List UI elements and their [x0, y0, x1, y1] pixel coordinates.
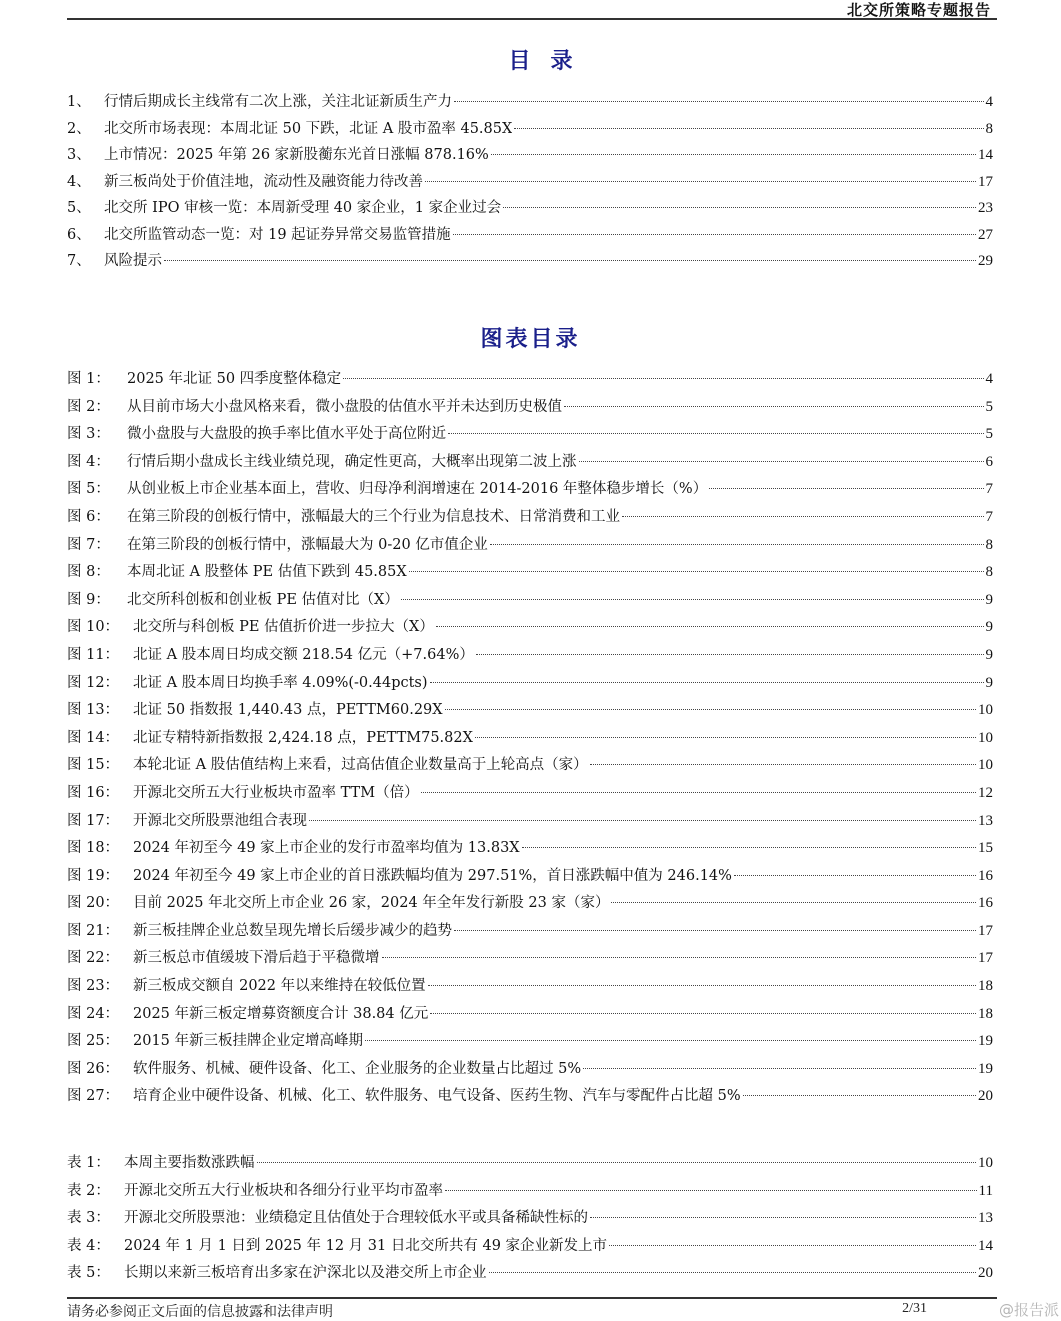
entry-number: 图 23： — [67, 978, 120, 995]
page-number-link[interactable]: 9 — [985, 619, 993, 636]
entry-title-link[interactable]: 北证专精特新指数报 2,424.18 点，PETTM75.82X — [133, 729, 473, 746]
page-number-link[interactable]: 18 — [978, 978, 993, 995]
entry-number: 图 5： — [67, 481, 110, 498]
dot-leader — [428, 985, 976, 986]
figure-entry[interactable] — [67, 504, 993, 532]
page-number-link[interactable]: 14 — [978, 1237, 993, 1254]
entry-title-link[interactable]: 培育企业中硬件设备、机械、化工、软件服务、电气设备、医药生物、汽车与零配件占比超 5% — [133, 1088, 741, 1105]
dot-leader — [343, 378, 983, 379]
entry-title-link[interactable]: 新三板总市值缓坡下滑后趋于平稳微增 — [133, 950, 380, 967]
entry-title-link[interactable]: 上市情况：2025 年第 26 家新股蘅东光首日涨幅 878.16% — [104, 147, 489, 163]
entry-number: 6、 — [67, 226, 91, 243]
page-number-link[interactable]: 29 — [978, 253, 993, 269]
page-number-link[interactable]: 8 — [985, 120, 993, 137]
figure-entry[interactable] — [67, 863, 993, 891]
entry-title-link[interactable]: 在第三阶段的创板行情中，涨幅最大为 0-20 亿市值企业 — [127, 536, 488, 553]
dot-leader — [491, 154, 976, 155]
table-list — [67, 1150, 993, 1288]
entry-title-link[interactable]: 开源北交所股票池组合表现 — [133, 812, 307, 829]
figure-entry[interactable] — [67, 780, 993, 808]
page-number-link[interactable]: 7 — [985, 481, 993, 498]
page-number-link[interactable]: 10 — [978, 702, 993, 719]
dot-leader — [514, 128, 983, 129]
entry-title-link[interactable]: 长期以来新三板培育出多家在沪深北以及港交所上市企业 — [124, 1265, 487, 1282]
entry-number: 图 3： — [67, 426, 110, 443]
entry-title-link[interactable]: 开源北交所股票池：业绩稳定且估值处于合理较低水平或具备稀缺性标的 — [124, 1210, 588, 1227]
figure-entry[interactable] — [67, 1056, 993, 1084]
page-number-link[interactable]: 17 — [978, 173, 993, 190]
toc-heading: 目录 — [508, 48, 593, 74]
entry-title-link[interactable]: 开源北交所五大行业板块和各细分行业平均市盈率 — [124, 1182, 443, 1199]
entry-number: 表 4： — [67, 1237, 110, 1254]
entry-title-link[interactable]: 新三板成交额自 2022 年以来维持在较低位置 — [133, 978, 426, 995]
dot-leader — [257, 1162, 977, 1163]
entry-title-link[interactable]: 2025 年北证 50 四季度整体稳定 — [127, 371, 342, 387]
dot-leader — [590, 1217, 976, 1218]
entry-title-link[interactable]: 北证 A 股本周日均换手率 4.09%(-0.44pcts) — [133, 674, 428, 691]
entry-title-link[interactable]: 行情后期小盘成长主线业绩兑现，确定性更高，大概率出现第二波上涨 — [127, 453, 577, 470]
entry-number: 图 9： — [67, 591, 110, 608]
entry-title-link[interactable]: 本轮北证 A 股估值结构上来看，过高估值企业数量高于上轮高点（家） — [133, 757, 588, 774]
dot-leader — [579, 461, 984, 462]
entry-number: 图 14： — [67, 729, 120, 746]
dot-leader — [425, 181, 976, 182]
toc-entry[interactable] — [67, 195, 993, 222]
dot-leader — [164, 260, 976, 261]
dot-leader — [430, 682, 984, 683]
dot-leader — [445, 1190, 977, 1191]
watermark: @报告派 — [998, 1301, 1059, 1319]
figure-entry[interactable] — [67, 835, 993, 863]
page-number-link[interactable]: 10 — [978, 729, 993, 746]
figure-entry[interactable] — [67, 532, 993, 560]
toc-entry[interactable] — [67, 142, 993, 169]
dot-leader — [564, 406, 984, 407]
dot-leader — [436, 626, 984, 627]
figure-entry[interactable] — [67, 366, 993, 394]
figure-entry[interactable] — [67, 752, 993, 780]
entry-title-link[interactable]: 微小盘股与大盘股的换手率比值水平处于高位附近 — [127, 426, 446, 443]
entry-number: 图 4： — [67, 453, 110, 470]
page-number-link[interactable]: 15 — [978, 840, 993, 857]
entry-title-link[interactable]: 北交所监管动态一览：对 19 起证券异常交易监管措施 — [104, 226, 451, 243]
figure-entry[interactable] — [67, 421, 993, 449]
entry-title-link[interactable]: 北交所与科创板 PE 估值折价进一步拉大（X） — [133, 619, 434, 636]
entry-number: 图 16： — [67, 784, 120, 801]
page-footer — [67, 1297, 997, 1321]
page-number-link[interactable]: 6 — [985, 453, 993, 470]
dot-leader — [583, 1068, 976, 1069]
dot-leader — [709, 488, 983, 489]
entry-number: 图 15： — [67, 757, 120, 774]
entry-title-link[interactable]: 北交所 IPO 审核一览：本周新受理 40 家企业，1 家企业过会 — [104, 200, 502, 216]
page-number-link[interactable]: 12 — [978, 784, 993, 801]
dot-leader — [611, 902, 976, 903]
dot-leader — [445, 709, 976, 710]
entry-number: 图 2： — [67, 398, 110, 415]
entry-title-link[interactable]: 本周主要指数涨跌幅 — [124, 1155, 255, 1171]
table-entry[interactable] — [67, 1233, 993, 1261]
figure-entry[interactable] — [67, 1028, 993, 1056]
dot-leader — [453, 234, 976, 235]
entry-title-link[interactable]: 北交所市场表现：本周北证 50 下跌，北证 A 股市盈率 45.85X — [104, 120, 513, 137]
dot-leader — [490, 544, 984, 545]
page-number-link[interactable]: 5 — [985, 426, 993, 443]
dot-leader — [365, 1040, 976, 1041]
dot-leader — [522, 847, 976, 848]
entry-title-link[interactable]: 2015 年新三板挂牌企业定增高峰期 — [133, 1033, 364, 1050]
figure-entry[interactable] — [67, 670, 993, 698]
entry-number: 图 26： — [67, 1060, 120, 1077]
page-number-link[interactable]: 17 — [978, 950, 993, 967]
entry-number: 图 7： — [67, 536, 110, 553]
entry-title-link[interactable]: 本周北证 A 股整体 PE 估值下跌到 45.85X — [127, 564, 407, 581]
dot-leader — [622, 516, 984, 517]
entry-title-link[interactable]: 2024 年 1 月 1 日到 2025 年 12 月 31 日北交所共有 49 家企业新发上市 — [124, 1237, 608, 1254]
page-number-link[interactable]: 9 — [985, 591, 993, 608]
entry-title-link[interactable]: 2025 年新三板定增募资额度合计 38.84 亿元 — [133, 1005, 429, 1022]
entry-number: 1、 — [67, 94, 91, 110]
page-number-link[interactable]: 13 — [978, 1210, 993, 1227]
entry-title-link[interactable]: 从创业板上市企业基本面上，营收、归母净利润增速在 2014-2016 年整体稳步增长（%） — [127, 481, 708, 498]
dot-leader — [448, 433, 984, 434]
dot-leader — [430, 1013, 976, 1014]
dot-leader — [409, 571, 984, 572]
entry-number: 图 10： — [67, 619, 120, 636]
page-number-link[interactable]: 10 — [978, 1155, 993, 1171]
table-entry[interactable] — [67, 1178, 993, 1206]
entry-number: 图 11： — [67, 646, 120, 663]
page-number-link[interactable]: 9 — [985, 646, 993, 663]
entry-title-link[interactable]: 开源北交所五大行业板块市盈率 TTM（倍） — [133, 784, 419, 801]
page-number-link[interactable]: 8 — [985, 536, 993, 553]
dot-leader — [475, 737, 976, 738]
table-entry[interactable] — [67, 1260, 993, 1288]
entry-title-link[interactable]: 2024 年初至今 49 家上市企业的首日涨跌幅均值为 297.51%，首日涨跌幅中值为 246.14% — [133, 867, 732, 884]
entry-number: 图 13： — [67, 702, 120, 719]
page-number-link[interactable]: 14 — [978, 147, 993, 163]
dot-leader — [609, 1245, 976, 1246]
toc-list — [67, 89, 993, 275]
figure-entry[interactable] — [67, 697, 993, 725]
toc-entry[interactable] — [67, 89, 993, 116]
entry-title-link[interactable]: 2024 年初至今 49 家上市企业的发行市盈率均值为 13.83X — [133, 840, 520, 857]
entry-number: 表 5： — [67, 1265, 110, 1282]
page-number-link[interactable]: 23 — [978, 200, 993, 216]
entry-title-link[interactable]: 行情后期成长主线常有二次上涨，关注北证新质生产力 — [104, 94, 452, 110]
entry-number: 3、 — [67, 147, 91, 163]
entry-number: 图 24： — [67, 1005, 120, 1022]
page-number-link[interactable]: 10 — [978, 757, 993, 774]
entry-title-link[interactable]: 在第三阶段的创板行情中，涨幅最大的三个行业为信息技术、日常消费和工业 — [127, 508, 620, 525]
entry-number: 图 25： — [67, 1033, 120, 1050]
entry-title-link[interactable]: 软件服务、机械、硬件设备、化工、企业服务的企业数量占比超过 5% — [133, 1060, 582, 1077]
figure-entry[interactable] — [67, 1083, 993, 1111]
dot-leader — [382, 957, 977, 958]
entry-number: 表 3： — [67, 1210, 110, 1227]
figure-entry[interactable] — [67, 808, 993, 836]
dot-leader — [421, 792, 976, 793]
page-number-link[interactable]: 11 — [978, 1182, 993, 1199]
entry-number: 2、 — [67, 120, 91, 137]
page-number-link[interactable]: 17 — [978, 922, 993, 939]
entry-number: 表 2： — [67, 1182, 110, 1199]
entry-number: 图 21： — [67, 922, 120, 939]
figure-entry[interactable] — [67, 973, 993, 1001]
page-header — [67, 0, 997, 20]
dot-leader — [743, 1095, 976, 1096]
entry-number: 图 27： — [67, 1088, 120, 1105]
entry-title-link[interactable]: 风险提示 — [104, 253, 162, 269]
figure-entry[interactable] — [67, 476, 993, 504]
table-entry[interactable] — [67, 1150, 993, 1178]
entry-title-link[interactable]: 北证 50 指数报 1,440.43 点，PETTM60.29X — [133, 702, 443, 719]
dot-leader — [590, 764, 976, 765]
toc-entry[interactable] — [67, 116, 993, 143]
page-number-link[interactable]: 8 — [985, 564, 993, 581]
page-number-link[interactable]: 20 — [978, 1265, 993, 1282]
figure-entry[interactable] — [67, 890, 993, 918]
figure-entry[interactable] — [67, 918, 993, 946]
entry-number: 图 20： — [67, 895, 120, 912]
entry-title-link[interactable]: 北交所科创板和创业板 PE 估值对比（X） — [127, 591, 399, 608]
dot-leader — [503, 207, 976, 208]
figure-entry[interactable] — [67, 449, 993, 477]
table-entry[interactable] — [67, 1205, 993, 1233]
toc-entry[interactable] — [67, 248, 993, 275]
toc-entry[interactable] — [67, 169, 993, 196]
page-number-link[interactable]: 4 — [985, 371, 993, 387]
dot-leader — [734, 875, 976, 876]
page-number-link[interactable]: 5 — [985, 398, 993, 415]
page-number-link[interactable]: 7 — [985, 508, 993, 525]
figure-entry[interactable] — [67, 394, 993, 422]
page-number-link[interactable]: 16 — [978, 867, 993, 884]
page-number-link[interactable]: 18 — [978, 1005, 993, 1022]
entry-number: 图 12： — [67, 674, 120, 691]
entry-title-link[interactable]: 新三板尚处于价值洼地，流动性及融资能力待改善 — [104, 173, 423, 190]
page-number-link[interactable]: 13 — [978, 812, 993, 829]
page-number-link[interactable]: 4 — [985, 94, 993, 110]
page-number-link[interactable]: 27 — [978, 226, 993, 243]
entry-number: 图 19： — [67, 867, 120, 884]
entry-title-link[interactable]: 目前 2025 年北交所上市企业 26 家，2024 年全年发行新股 23 家（家） — [133, 895, 610, 912]
page-number-link[interactable]: 9 — [985, 674, 993, 691]
disclaimer-note: 请务必参阅正文后面的信息披露和法律声明 — [67, 1304, 333, 1320]
dot-leader — [454, 101, 984, 102]
toc-entry[interactable] — [67, 222, 993, 249]
figure-entry[interactable] — [67, 559, 993, 587]
figure-entry[interactable] — [67, 614, 993, 642]
figure-list — [67, 366, 993, 1111]
report-title: 北交所策略专题报告 — [846, 1, 991, 19]
figure-entry[interactable] — [67, 725, 993, 753]
entry-title-link[interactable]: 北证 A 股本周日均成交额 218.54 亿元（+7.64%） — [133, 646, 474, 663]
page-number-link[interactable]: 19 — [978, 1060, 993, 1077]
entry-number: 图 8： — [67, 564, 110, 581]
entry-number: 4、 — [67, 173, 91, 190]
figure-entry[interactable] — [67, 587, 993, 615]
entry-number: 图 6： — [67, 508, 110, 525]
entry-title-link[interactable]: 从目前市场大小盘风格来看，微小盘股的估值水平并未达到历史极值 — [127, 398, 562, 415]
figure-entry[interactable] — [67, 642, 993, 670]
entry-number: 图 17： — [67, 812, 120, 829]
dot-leader — [401, 599, 984, 600]
dot-leader — [489, 1272, 977, 1273]
page-number-link[interactable]: 20 — [978, 1088, 993, 1105]
entry-number: 图 22： — [67, 950, 120, 967]
entry-number: 表 1： — [67, 1155, 110, 1171]
dot-leader — [454, 930, 976, 931]
entry-number: 7、 — [67, 253, 91, 269]
entry-number: 图 1： — [67, 371, 110, 387]
page-indicator: 2/31 — [902, 1301, 927, 1316]
entry-number: 图 18： — [67, 840, 120, 857]
figure-entry[interactable] — [67, 945, 993, 973]
dot-leader — [476, 654, 984, 655]
entry-title-link[interactable]: 新三板挂牌企业总数呈现先增长后缓步减少的趋势 — [133, 922, 452, 939]
figure-entry[interactable] — [67, 1001, 993, 1029]
page-number-link[interactable]: 16 — [978, 895, 993, 912]
entry-number: 5、 — [67, 200, 91, 216]
dot-leader — [309, 820, 976, 821]
page-number-link[interactable]: 19 — [978, 1033, 993, 1050]
figure-list-heading: 图表目录 — [480, 326, 581, 352]
